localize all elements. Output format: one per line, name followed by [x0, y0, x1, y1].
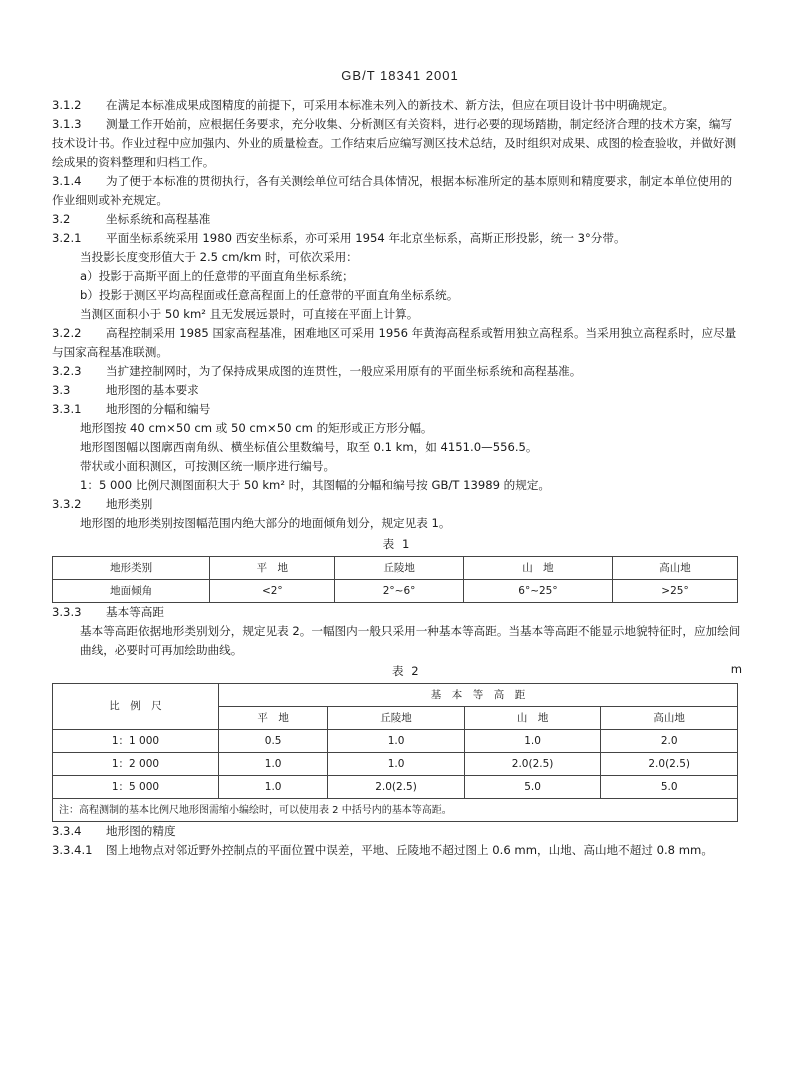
clause-3-2-1-para-a: 当投影长度变形值大于 2.5 cm/km 时，可依次采用： [80, 250, 358, 264]
section-number: 3.3 [52, 383, 71, 397]
clause-3-3-3-para: 基本等高距依据地形类别划分，规定见表 2。一幅图内一般只采用一种基本等高距。当基本等高距不能显示地貌特征时，应加绘间曲线，必要时可再加绘助曲线。 [80, 624, 741, 657]
section-title: 地形图的分幅和编号 [106, 402, 211, 416]
clause-number: 3.1.3 [52, 117, 82, 131]
table-2-unit: m [730, 662, 742, 676]
table-cell: 6°~25° [463, 580, 612, 603]
table-2-caption-row [52, 660, 742, 683]
table-cell: 1：1 000 [53, 730, 219, 753]
table-cell: 0.5 [218, 730, 327, 753]
clause-3-3-1-para-a: 地形图按 40 cm×50 cm 或 50 cm×50 cm 的矩形或正方形分幅。 [80, 421, 433, 435]
clause-3-1-3 [52, 115, 742, 172]
section-3-2-heading [52, 210, 742, 229]
section-title: 地形图的基本要求 [106, 383, 199, 397]
clause-number: 3.2.2 [52, 326, 82, 340]
section-title: 基本等高距 [106, 605, 164, 619]
table-1-caption: 表 1 [382, 537, 412, 551]
clause-text: 在满足本标准成果成图精度的前提下，可采用本标准未列入的新技术、新方法，但应在项目设计书中明确规定。 [106, 98, 675, 112]
table-cell: 5.0 [601, 776, 738, 799]
table-cell: 1：5 000 [53, 776, 219, 799]
table-cell: 2°~6° [335, 580, 464, 603]
clause-3-3-2-para: 地形图的地形类别按图幅范围内绝大部分的地面倾角划分，规定见表 1。 [80, 516, 451, 530]
table-cell: 1.0 [328, 730, 465, 753]
table-header-cell: 比 例 尺 [53, 684, 219, 730]
table-note-row [53, 799, 738, 822]
table-row [53, 730, 738, 753]
clause-3-3-4-1 [52, 841, 742, 860]
section-3-3-1-heading [52, 400, 742, 419]
section-title: 地形图的精度 [106, 824, 176, 838]
table-header-cell: 平 地 [218, 707, 327, 730]
clause-text: 平面坐标系统采用 1980 西安坐标系，亦可采用 1954 年北京坐标系，高斯正形投影，统一 3°分带。 [106, 231, 626, 245]
section-number: 3.3.3 [52, 605, 82, 619]
section-3-3-2-heading [52, 495, 742, 514]
clause-3-1-4 [52, 172, 742, 210]
table-1 [52, 556, 738, 603]
table-cell: 2.0(2.5) [601, 753, 738, 776]
table-cell: 1.0 [218, 753, 327, 776]
table-cell: 1.0 [328, 753, 465, 776]
table-header-cell: 基 本 等 高 距 [218, 684, 737, 707]
clause-3-2-2 [52, 324, 742, 362]
section-number: 3.3.4 [52, 824, 82, 838]
table-header-row [53, 684, 738, 707]
section-3-3-3-heading [52, 603, 742, 622]
section-title: 地形类别 [106, 497, 153, 511]
table-2-caption: 表 2 [392, 664, 421, 678]
table-cell: 5.0 [464, 776, 601, 799]
clause-3-2-1-para-d: 当测区面积小于 50 km² 且无发展远景时，可直接在平面上计算。 [80, 307, 419, 321]
table-row [53, 557, 738, 580]
table-cell: 高山地 [613, 557, 738, 580]
table-cell: 平 地 [210, 557, 335, 580]
section-number: 3.3.2 [52, 497, 82, 511]
section-number: 3.3.1 [52, 402, 82, 416]
table-row [53, 753, 738, 776]
clause-text: 为了便于本标准的贯彻执行，各有关测绘单位可结合具体情况，根据本标准所定的基本原则和精度要求，制定本单位使用的作业细则或补充规定。 [52, 174, 733, 207]
section-title: 坐标系统和高程基准 [106, 212, 211, 226]
clause-3-3-1-para-d: 1：5 000 比例尺测图面积大于 50 km² 时，其图幅的分幅和编号按 GB/T 13989 的规定。 [80, 478, 551, 492]
document-body [52, 96, 742, 860]
clause-3-2-1-item-a: a）投影于高斯平面上的任意带的平面直角坐标系统； [80, 269, 354, 283]
table-cell: 1.0 [218, 776, 327, 799]
clause-text: 当扩建控制网时，为了保持成果成图的连贯性，一般应采用原有的平面坐标系统和高程基准。 [106, 364, 582, 378]
table-cell: 2.0 [601, 730, 738, 753]
clause-3-3-1-para-b: 地形图图幅以图廓西南角纵、横坐标值公里数编号，取至 0.1 km，如 4151.0—556.5。 [80, 440, 538, 454]
section-3-3-heading [52, 381, 742, 400]
clause-number: 3.1.2 [52, 98, 82, 112]
clause-3-3-1-para-c: 带状或小面积测区，可按测区统一顺序进行编号。 [80, 459, 336, 473]
clause-text: 测量工作开始前，应根据任务要求，充分收集、分析测区有关资料，进行必要的现场踏勘，制定经济合理的技术方案，编写技术设计书。作业过程中应加强内、外业的质量检查。工作结束后应编写测区技术总结，及时组织对成果、成图的检查验收，并做好测绘成果的资料整理和归档工作。 [52, 117, 737, 169]
table-row [53, 580, 738, 603]
table-header-cell: 山 地 [464, 707, 601, 730]
table-cell: 山 地 [463, 557, 612, 580]
clause-3-1-2 [52, 96, 742, 115]
clause-number: 3.2.1 [52, 231, 82, 245]
table-cell: 丘陵地 [335, 557, 464, 580]
table-header-cell: 丘陵地 [328, 707, 465, 730]
clause-number: 3.2.3 [52, 364, 82, 378]
clause-3-2-1 [52, 229, 742, 248]
table-cell: >25° [613, 580, 738, 603]
table-cell: 地面倾角 [53, 580, 210, 603]
table-cell: 地形类别 [53, 557, 210, 580]
table-cell: 1.0 [464, 730, 601, 753]
clause-3-2-3 [52, 362, 742, 381]
table-row [53, 776, 738, 799]
page-header: GB/T 18341 2001 [341, 68, 459, 83]
clause-3-2-1-item-b: b）投影于测区平均高程面或任意高程面上的任意带的平面直角坐标系统。 [80, 288, 459, 302]
table-cell: 2.0(2.5) [464, 753, 601, 776]
table-cell: <2° [210, 580, 335, 603]
table-cell: 2.0(2.5) [328, 776, 465, 799]
clause-text: 图上地物点对邻近野外控制点的平面位置中误差，平地、丘陵地不超过图上 0.6 mm，山地、高山地不超过 0.8 mm。 [106, 843, 713, 857]
table-2 [52, 683, 738, 822]
table-cell: 1：2 000 [53, 753, 219, 776]
section-number: 3.2 [52, 212, 71, 226]
section-3-3-4-heading [52, 822, 742, 841]
table-2-note: 注：高程测制的基本比例尺地形图需缩小编绘时，可以使用表 2 中括号内的基本等高距。 [53, 799, 738, 822]
clause-text: 高程控制采用 1985 国家高程基准，困难地区可采用 1956 年黄海高程系或暂用独立高程系。当采用独立高程系时，应尽量与国家高程基准联测。 [52, 326, 737, 359]
clause-number: 3.1.4 [52, 174, 82, 188]
table-header-cell: 高山地 [601, 707, 738, 730]
clause-number: 3.3.4.1 [52, 843, 93, 857]
